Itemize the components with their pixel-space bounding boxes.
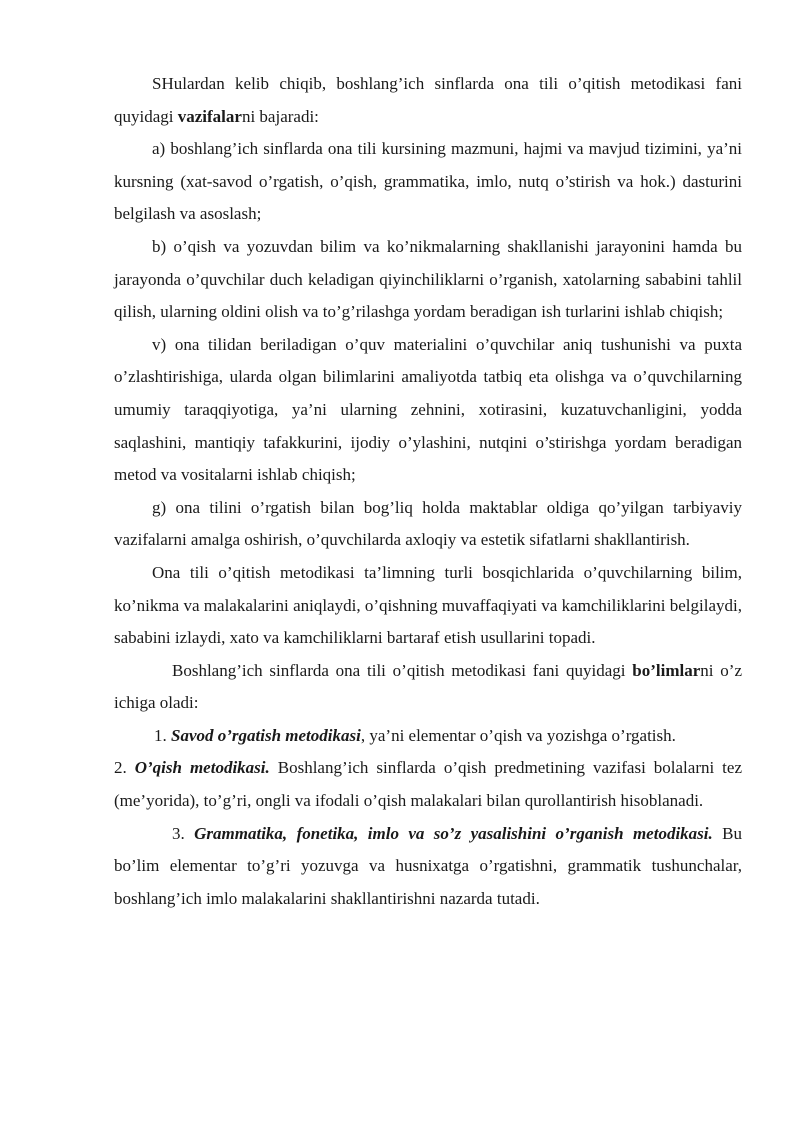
paragraph-item-g: g) ona tilini o’rgatish bilan bog’liq holda maktablar oldiga qo’yilgan tarbiyaviy vazifalarni amalga oshirish, o’quvchilarda axloqiy va estetik sifatlarni shakllantirish. — [114, 497, 742, 550]
paragraph-item-a: a) boshlang’ich sinflarda ona tili kursining mazmuni, hajmi va mavjud tizimini, ya’ni kursning (xat-savod o’rgatish, o’qish, grammatika, imlo, nutq o’stirish va hok.) dasturini belgilash va asoslash; — [114, 139, 742, 224]
section-2-number: 2. — [114, 758, 135, 778]
paragraph-methodology: Ona tili o’qitish metodikasi ta’limning turli bosqichlarida o’quvchilarning bilim, ko’nikma va malakalarini aniqlaydi, o’qishning muvaffaqiyati va kamchiliklarini belgilaydi, sababini izlaydi, xato va kamchiliklarni bartaraf etish usullarini topadi. — [114, 562, 742, 648]
paragraph-section-3 — [114, 818, 742, 916]
document-page — [114, 68, 742, 915]
section-3-number: 3. — [172, 823, 195, 843]
paragraph-sections-intro — [114, 655, 742, 720]
intro-text: SHulardan kelib chiqib, boshlang’ich sinflarda ona tili o’qitish metodikasi fani quyidagi — [114, 74, 742, 126]
intro-text-end: ni bajaradi: — [241, 106, 319, 126]
paragraph-section-2 — [114, 752, 742, 817]
paragraph-intro — [114, 68, 742, 133]
sections-intro-text: Boshlang’ich sinflarda ona tili o’qitish metodikasi fani quyidagi — [172, 660, 633, 680]
section-2-text: Boshlang’ich sinflarda o’qish predmetining vazifasi bolalarni tez (me’yorida), to’g’ri, ongli va ifodali o’qish malakalari bilan qurollantirish hisoblanadi. — [114, 758, 742, 811]
section-3-title: Grammatika, fonetika, imlo va so’z yasalishini o’rganish metodikasi. — [194, 823, 713, 843]
section-1-title: Savod o’rgatish metodikasi — [171, 725, 361, 745]
sections-intro-end: ni o’z ichiga oladi: — [114, 660, 742, 713]
paragraph-item-v: v) ona tilidan beriladigan o’quv materialini o’quvchilar aniq tushunishi va puxta o’zlashtirishiga, ularda olgan bilimlarini amaliyotda tatbiq eta olishga va o’quvchilarning umumiy taraqqiyotiga, ya’ni ularning zehnini, xotirasini, kuzatuvchanligini, yodda saqlashini, mantiqiy tafakkurini, ijodiy o’ylashini, nutqini o’stirishga yordam beradigan metod va vositalarni ishlab chiqish; — [114, 334, 742, 485]
paragraph-section-1 — [114, 720, 742, 753]
sections-bold-term: bo’limlar — [632, 660, 701, 680]
paragraph-item-b: b) o’qish va yozuvdan bilim va ko’nikmalarning shakllanishi jarayonini hamda bu jarayonda o’quvchilar duch keladigan qiyinchiliklarni o’rganish, xatolarning sababini tahlil qilish, ularning oldini olish va to’g’rilashga yordam beradigan ish turlarini ishlab chiqish; — [114, 236, 742, 322]
section-2-title: O’qish metodikasi. — [134, 758, 270, 778]
section-1-text: , ya’ni elementar o’qish va yozishga o’rgatish. — [360, 725, 676, 745]
section-1-number: 1. — [154, 725, 171, 745]
section-3-text: Bu bo’lim elementar to’g’ri yozuvga va husnixatga o’rgatishni, grammatik tushunchalar, boshlang’ich imlo malakalarini shakllantirishni nazarda tutadi. — [114, 823, 742, 908]
intro-bold-term: vazifalar — [177, 106, 242, 126]
